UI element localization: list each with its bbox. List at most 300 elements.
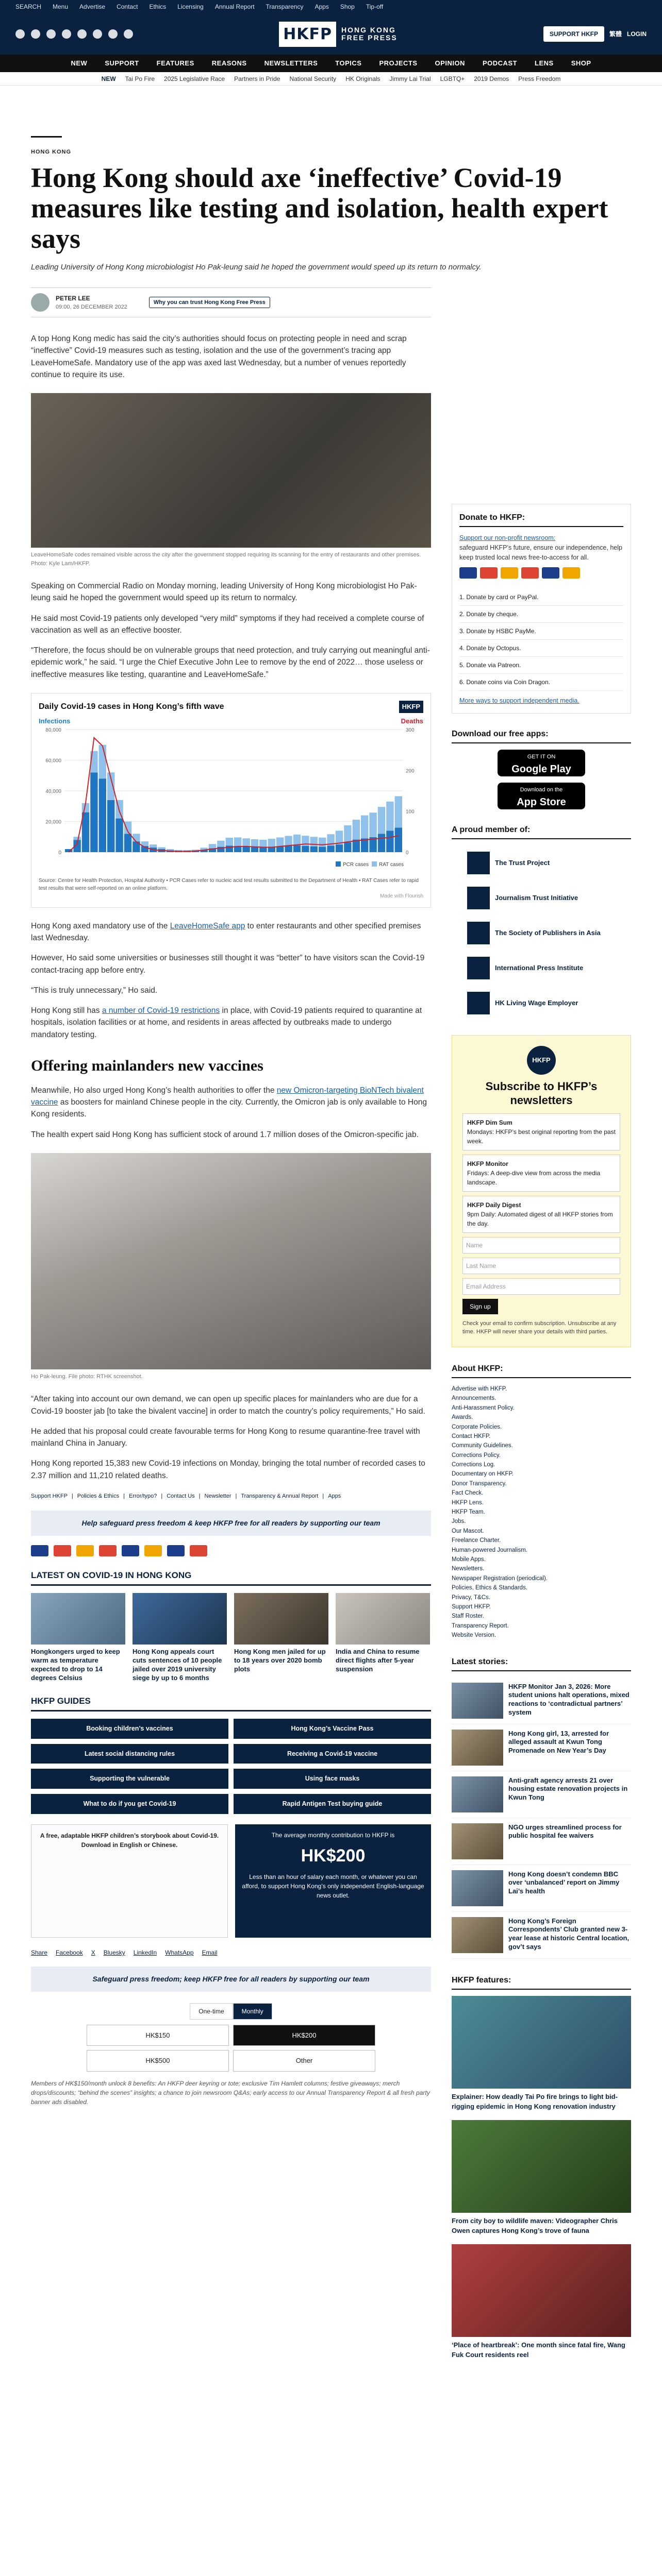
util-menu[interactable]: Menu [53,3,69,10]
right-axis-label: Deaths [401,717,423,725]
donate-option[interactable]: 1. Donate by card or PayPal. [459,589,623,606]
support-button[interactable]: SUPPORT HKFP [543,26,604,42]
bar-pcr [124,834,131,852]
share-x[interactable]: X [91,1948,95,1956]
story-title: Anti-graft agency arrests 21 over housing estate renovation projects in Kwun Tong [508,1776,628,1802]
promo-bottom: Less than an hour of salary each month, or whatever you can afford, to support Hong Kong’s only independent English-language news outlet. [242,1873,424,1899]
paragraph: He added that his proposal could create favourable terms for Hong Kong to resume quarantine-free travel with mainland China in January. [31,1427,420,1448]
promo-row [31,1824,431,1938]
bar-rat [242,838,250,846]
app-store-button[interactable] [498,783,585,809]
about-link[interactable]: Contact HKFP. [452,1433,491,1439]
item-title: Hong Kong men jailed for up to 18 years over 2020 bomb plots [234,1647,326,1673]
member-org[interactable] [452,880,631,916]
nav-projects[interactable]: PROJECTS [379,59,418,67]
memberships [452,824,631,1021]
latest-covid-list [31,1593,431,1683]
about-link[interactable]: Freelance Charter. [452,1537,501,1544]
content [0,287,662,2368]
about-link[interactable]: Corrections Policy. [452,1452,501,1459]
email-field[interactable]: Email Address [462,1278,620,1295]
sidebar [452,287,631,2368]
story-item[interactable] [452,1677,631,1724]
feature-title: From city boy to wildlife maven: Videographer Chris Owen captures Hong Kong’s trove of fauna [452,2216,618,2234]
donate-link[interactable]: Support our non-profit newsroom: [459,534,556,542]
footer-link[interactable]: Apps [328,1493,341,1499]
footer-link[interactable]: Error/typo? [128,1493,157,1499]
about-link[interactable]: Announcements. [452,1395,496,1402]
feature-item[interactable] [452,2120,631,2236]
org-name: Journalism Trust Initiative [495,894,578,902]
tier-option[interactable]: Other [233,2050,375,2072]
story-title: NGO urges streamlined process for public hospital fee waivers [508,1823,622,1840]
y-tick-left: 80,000 [45,727,61,733]
util-annual-report[interactable]: Annual Report [214,3,255,10]
donate-box [452,504,631,714]
living-wage-icon [467,992,490,1014]
bar-rat [344,825,351,842]
org-name: The Society of Publishers in Asia [495,929,601,937]
y-tick-left: 0 [58,850,61,856]
about-link[interactable]: Community Guidelines. [452,1443,513,1449]
paragraph: “Therefore, the focus should be on vulnerable groups that need protection, and truly carrying out meaningful anti-epidemic work,” he said. “I urge the Chief Executive John Lee to remove by the end of 2022… those useless or ineffective measures like testing, quarantine and LeaveHomeSafe.” [31,646,430,679]
ipi-icon [467,957,490,979]
feature-image [452,2244,631,2337]
member-org[interactable] [452,845,631,880]
site-logo[interactable] [279,22,398,47]
feature-item[interactable] [452,1996,631,2112]
item-thumb [31,1593,125,1645]
alipay-icon [190,1545,207,1556]
main-column [31,287,431,2368]
fps-icon [167,1545,185,1556]
story-thumb [452,1683,503,1719]
option-title: HKFP Daily Digest [467,1201,521,1209]
donate-option[interactable]: 6. Donate coins via Coin Dragon. [459,674,623,691]
bar-rat [251,839,258,847]
util-ethics[interactable]: Ethics [149,3,167,10]
x-icon[interactable] [31,29,40,39]
bar-pcr [302,846,309,852]
option-desc: Fridays: A deep-dive view from across the media landscape. [467,1169,601,1186]
about-link[interactable]: HKFP Team. [452,1509,485,1516]
about-link[interactable]: Website Version. [452,1632,496,1639]
story-item[interactable] [452,1771,631,1818]
util-tipoff[interactable]: Tip-off [366,3,384,10]
footer-link[interactable]: Policies & Ethics [77,1493,120,1499]
donate-option[interactable]: 2. Donate by cheque. [459,606,623,623]
nav-opinion[interactable]: OPINION [435,59,465,67]
tier-option[interactable]: HK$150 [87,2025,229,2046]
subnav-item[interactable]: Tai Po Fire [125,75,155,82]
util-shop[interactable]: Shop [340,3,355,10]
donate-option[interactable]: 4. Donate by Octopus. [459,640,623,657]
paragraph: Speaking on Commercial Radio on Monday morning, leading University of Hong Kong microbiologist Ho Pak-leung said he hoped the government would speed up its return to normalcy. [31,582,417,603]
util-transparency[interactable]: Transparency [266,3,304,10]
paragraph: “After taking into account our own demand, we can open up specific places for mainlanders who are due for a Covid-19 booster jab [to take the bivalent vaccine] in order to match the country’s policy requirements,” Ho said. [31,1395,425,1416]
newsletter-option[interactable] [462,1196,620,1233]
bar-rat [285,836,292,845]
guide-button[interactable]: Receiving a Covid-19 vaccine [234,1744,431,1764]
author-avatar [31,293,49,312]
about-link[interactable]: HKFP Lens. [452,1499,484,1506]
guide-button[interactable]: Using face masks [234,1769,431,1789]
features-section [452,1974,631,2360]
donation-tiers [87,2025,375,2072]
about-link[interactable]: Fact Check. [452,1490,484,1497]
main-nav [0,55,662,72]
guides-heading: HKFP GUIDES [31,1694,431,1711]
apps-heading: Download our free apps: [452,728,631,743]
contribution-promo[interactable] [235,1824,431,1938]
logo-text [341,26,398,42]
about-link[interactable]: Corporate Policies. [452,1423,502,1430]
bar-rat [226,838,233,845]
linkedin-icon[interactable] [93,29,102,39]
paragraph: However, Ho said some universities or businesses still thought it was “better” to have visitors scan the Covid-19 contact-tracing app before entry. [31,954,425,975]
bar-rat [268,839,275,847]
nav-features[interactable]: FEATURES [156,59,194,67]
bar-pcr [242,846,250,852]
text: as boosters for mainland Chinese people in the city. Currently, the Omicron jab is only available to Hong Kong residents. [31,1098,427,1119]
visa-icon [459,567,477,579]
option-desc: Mondays: HKFP’s best original reporting from the past week. [467,1128,616,1145]
item-thumb [234,1593,328,1645]
instagram-icon[interactable] [46,29,56,39]
bar-rat [73,837,80,840]
bar-rat [158,847,165,849]
story-item[interactable] [452,1724,631,1771]
option-desc: 9pm Daily: Automated digest of all HKFP stories from the day. [467,1210,613,1227]
footer-link[interactable]: Support HKFP [31,1493,68,1499]
bar-rat [150,844,157,848]
story-title: Hong Kong girl, 13, arrested for alleged assault at Kwun Tong Promenade on New Year’s Day [508,1729,609,1755]
y-tick-right: 100 [406,809,415,815]
member-org[interactable] [452,986,631,1021]
bar-pcr [99,778,106,852]
google-play-button[interactable] [498,750,585,776]
payment-icons [31,1545,431,1556]
about-link[interactable]: Policies, Ethics & Standards. [452,1585,528,1591]
bar-rat [133,834,140,841]
last-name-field[interactable]: Last Name [462,1258,620,1274]
share-facebook[interactable]: Facebook [56,1948,83,1956]
about-link[interactable]: Jobs. [452,1518,466,1525]
nav-topics[interactable]: TOPICS [335,59,362,67]
store-name: App Store [517,796,566,808]
about-section [452,1363,631,1640]
bar-rat [386,802,393,831]
sub-nav [0,72,662,86]
member-org[interactable] [452,951,631,986]
store-small: GET IT ON [527,754,556,760]
guide-button[interactable]: Booking children’s vaccines [31,1719,228,1739]
org-name: The Trust Project [495,859,550,867]
more-ways-link[interactable]: More ways to support independent media. [459,697,580,705]
y-tick-right: 200 [406,768,415,774]
paragraph [31,920,431,944]
header-rule [31,136,62,138]
util-contact[interactable]: Contact [117,3,138,10]
feature-image [452,1996,631,2089]
store-name: Google Play [511,763,571,775]
newsletter-title: Subscribe to HKFP’s newsletters [485,1080,598,1107]
about-heading: About HKFP: [452,1363,631,1378]
subnav-item[interactable]: National Security [289,75,337,82]
org-name: HK Living Wage Employer [495,999,578,1007]
guide-button[interactable]: Supporting the vulnerable [31,1769,228,1789]
payme-icon [122,1545,139,1556]
share-bluesky[interactable]: Bluesky [103,1948,125,1956]
vaccine-link[interactable]: new Omicron-targeting BioNTech bivalent vaccine [31,1086,424,1107]
sidebar-payment-icons [459,567,623,579]
story-thumb [452,1730,503,1766]
y-tick-right: 0 [406,850,409,856]
section-heading: Offering mainlanders new vaccines [31,1057,263,1074]
latest-stories [452,1656,631,1959]
nav-new[interactable]: NEW [71,59,88,67]
about-link[interactable]: Advertise with HKFP. [452,1385,507,1392]
leavehomesafe-link[interactable]: LeaveHomeSafe app [170,921,245,930]
storybook-promo[interactable] [31,1824,228,1938]
newsletter-note: Check your email to confirm subscription. Unsubscribe at any time. HKFP will never share your details with third parties. [462,1320,617,1335]
donate-option[interactable]: 3. Donate by HSBC PayMe. [459,623,623,640]
latest-item[interactable] [31,1593,125,1683]
article-title: Hong Kong should axe ‘ineffective’ Covid-19 measures like testing and isolation, health expert says [31,162,608,255]
share-bar [31,1948,431,1957]
paragraph [31,1005,431,1041]
nav-newsletters[interactable]: NEWSLETTERS [264,59,318,67]
latest-heading: Latest stories: [452,1656,631,1671]
feature-item[interactable] [452,2244,631,2360]
support-banner[interactable]: Help safeguard press freedom & keep HKFP free for all readers by supporting our team [31,1511,431,1536]
payme-icon [542,567,559,579]
about-link[interactable]: Newsletters. [452,1566,485,1572]
language-link[interactable]: 繁體 [609,30,622,38]
trust-project-icon [467,852,490,874]
text: in place, with Covid-19 patients required to quarantine at hospitals, isolation facilities or at home, and residents in areas affected by outbreaks made to undergo mandatory testing. [31,1006,422,1039]
about-list [452,1384,631,1640]
membership-heading: A proud member of: [452,824,631,839]
cases-chart [31,693,431,908]
feature-title: ‘Place of heartbreak’: One month since fatal fire, Wang Fuk Court residents reel [452,2341,625,2359]
features-heading: HKFP features: [452,1974,631,1990]
about-link[interactable]: Human-powered Journalism. [452,1547,528,1553]
newsletter-option[interactable] [462,1155,620,1192]
bar-pcr [259,848,267,852]
legend-rat: RAT cases [379,861,404,868]
donate-heading: Donate to HKFP: [459,512,623,527]
member-org[interactable] [452,916,631,951]
guides-grid [31,1719,431,1814]
footer-link[interactable]: Transparency & Annual Report [241,1493,319,1499]
trust-link[interactable]: Why you can trust Hong Kong Free Press [149,297,270,309]
bar-pcr [251,847,258,852]
store-small: Download on the [520,787,563,793]
guide-button[interactable]: Latest social distancing rules [31,1744,228,1764]
subnav-item[interactable]: 2019 Demos [474,75,509,82]
footer-link[interactable]: Newsletter [204,1493,231,1499]
latest-item[interactable] [133,1593,227,1683]
story-title: HKFP Monitor Jan 3, 2026: More student unions halt operations, mixed reactions to ‘contradictual partners’ system [508,1682,630,1717]
bar-rat [378,807,385,834]
about-link[interactable]: Newspaper Registration (periodical). [452,1575,548,1582]
option-title: HKFP Monitor [467,1160,508,1167]
paragraph: He said most Covid-19 patients only developed “very mild” symptoms if they had received a complete course of vaccination as well as an effective booster. [31,614,424,635]
item-thumb [336,1593,430,1645]
subnav-item[interactable]: HK Originals [345,75,380,82]
about-link[interactable]: Staff Roster. [452,1613,485,1620]
chart-credit[interactable]: Made with Flourish [380,893,423,899]
y-tick-right: 300 [406,727,415,733]
tab-monthly[interactable]: Monthly [233,2003,272,2020]
nav-shop[interactable]: SHOP [571,59,591,67]
text: to enter restaurants and other specified premises last Wednesday. [31,921,421,943]
octopus-icon [144,1545,162,1556]
nav-lens[interactable]: LENS [535,59,554,67]
newsletter-logo: HKFP [527,1046,556,1075]
latest-item[interactable] [234,1593,328,1683]
item-title: Hong Kong appeals court cuts sentences of 10 people jailed over 2019 university siege by up to 6 months [133,1647,222,1682]
octopus-icon [562,567,580,579]
tier-option[interactable]: HK$200 [233,2025,375,2046]
left-axis-label: Infections [39,717,71,725]
name-field[interactable]: Name [462,1237,620,1253]
bar-rat [217,841,224,847]
about-link[interactable]: Transparency Report. [452,1622,509,1629]
bar-pcr [107,800,114,852]
amex-icon [76,1545,94,1556]
paragraph: Hong Kong reported 15,383 new Covid-19 infections on Monday, bringing the total number of recorded cases to 2.37 million and 11,210 related deaths. [31,1459,425,1480]
chart-title: Daily Covid-19 cases in Hong Kong’s fifth wave [39,702,224,711]
subnav-item[interactable]: LGBTQ+ [440,75,465,82]
subnav-item[interactable]: Jimmy Lai Trial [389,75,431,82]
article-kicker[interactable]: HONG KONG [31,149,72,155]
nav-reasons[interactable]: REASONS [211,59,247,67]
tier-option[interactable]: HK$500 [87,2050,229,2072]
paragraph: The health expert said Hong Kong has sufficient stock of around 1.7 million doses of the Omicron-specific jab. [31,1130,419,1139]
util-licensing[interactable]: Licensing [177,3,204,10]
about-link[interactable]: Corrections Log. [452,1462,495,1468]
bar-rat [259,840,267,848]
photo-caption: LeaveHomeSafe codes remained visible across the city after the government stopped requiring its scanning for the entry of restaurants and other premises. Photo: Kyle Lam/HKFP. [31,552,421,567]
youtube-icon[interactable] [62,29,71,39]
footer-link[interactable]: Contact Us [167,1493,195,1499]
item-title: Hongkongers urged to keep warm as temperature expected to drop to 14 degrees Celsius [31,1647,120,1682]
newsletter-option[interactable] [462,1113,620,1150]
latest-item[interactable] [336,1593,430,1683]
share-linkedin[interactable]: LinkedIn [133,1948,157,1956]
support-banner-2[interactable]: Safeguard press freedom; keep HKFP free for all readers by supporting our team [31,1967,431,1992]
restrictions-link[interactable]: a number of Covid-19 restrictions [102,1006,220,1015]
bar-rat [319,838,326,847]
guide-button[interactable]: Hong Kong’s Vaccine Pass [234,1719,431,1739]
legend-swatch-rat [372,861,377,867]
story-item[interactable] [452,1865,631,1912]
author-name[interactable]: PETER LEE [56,294,90,302]
about-link[interactable]: Our Mascot. [452,1528,484,1534]
subnav-item[interactable]: Partners in Pride [234,75,280,82]
y-tick-left: 60,000 [45,758,61,764]
publish-date: 09:00, 26 DECEMBER 2022 [56,303,127,310]
login-link[interactable]: LOGIN [626,30,647,38]
utility-bar [0,0,662,13]
chart-header [39,701,423,713]
leavehomesafe-photo [31,393,431,548]
facebook-icon[interactable] [15,29,25,39]
bar-pcr [344,842,351,852]
chart-source: Source: Centre for Health Protection, Hospital Authority • PCR Cases refer to nucleic acid test results submitted to the Department of Health • RAT Cases refer to rapid test results that were self-reported on an online platform. [39,877,419,891]
bar-pcr [310,846,318,852]
bar-pcr [285,845,292,852]
story-thumb [452,1917,503,1953]
photo-caption: Ho Pak-leung. File photo: RTHK screenshot. [31,1373,143,1380]
bar-pcr [395,827,402,852]
logo-line1: HONG KONG [341,25,396,34]
bar-pcr [115,818,123,852]
guide-button[interactable]: Rapid Antigen Test buying guide [234,1794,431,1814]
about-link[interactable]: Anti-Harassment Policy. [452,1404,515,1411]
bar-pcr [90,772,97,852]
masthead-actions [543,26,647,42]
share-whatsapp[interactable]: WhatsApp [165,1948,194,1956]
whatsapp-icon[interactable] [124,29,133,39]
story-item[interactable] [452,1912,631,1959]
bar-rat [361,816,368,839]
util-apps[interactable]: Apps [315,3,329,10]
subnav-item[interactable]: 2025 Legislative Race [164,75,225,82]
donate-tabs [31,2003,431,2020]
paragraph: A top Hong Kong medic has said the city’s authorities should focus on protecting people in need and scrap “ineffective” Covid-19 measures such as testing, isolation and the use of the government’s tracing app LeaveHomeSafe. Mandatory use of the app was axed last Wednesday, but a number of venues reportedly continue to require its use. [31,334,407,379]
bar-pcr [319,847,326,852]
member-benefits: Members of HK$150/month unlock 8 benefits: An HKFP deer keyring or tote; exclusive Tim Hamlett columns; festive giveaways; merch drops/discounts; “behind the scenes” insights; a chance to join newsroom Q&As; early access to our Annual Transparency Report & all fresh party banner ads disabled. [31,2079,430,2106]
guide-button[interactable]: What to do if you get Covid-19 [31,1794,228,1814]
mastercard-icon [480,567,498,579]
about-link[interactable]: Privacy, T&Cs. [452,1594,490,1601]
bluesky-icon[interactable] [108,29,118,39]
donate-option[interactable]: 5. Donate via Patreon. [459,657,623,674]
util-advertise[interactable]: Advertise [79,3,106,10]
jti-icon [467,887,490,909]
share-email[interactable]: Email [202,1948,218,1956]
donate-options [459,589,623,691]
bar-pcr [386,831,393,852]
subnav-item[interactable]: Press Freedom [518,75,561,82]
about-link[interactable]: Support HKFP. [452,1603,491,1610]
util-search[interactable]: SEARCH [15,3,42,10]
chart-logo: HKFP [399,701,423,713]
paragraph: “This is truly unnecessary,” Ho said. [31,986,158,995]
nav-podcast[interactable]: PODCAST [482,59,518,67]
logo-mark: HKFP [279,22,336,47]
about-link[interactable]: Donor Transparency. [452,1480,507,1487]
storybook-text: A free, adaptable HKFP children’s storybook about Covid-19. Download in English or Chinese. [40,1832,219,1849]
signup-button[interactable]: Sign up [462,1299,498,1314]
text: Hong Kong still has [31,1006,102,1015]
threads-icon[interactable] [77,29,87,39]
about-link[interactable]: Documentary on HKFP. [452,1471,514,1478]
tab-one-time[interactable]: One-time [190,2003,233,2020]
about-link[interactable]: Awards. [452,1414,473,1421]
org-name: International Press Institute [495,964,584,972]
nav-support[interactable]: SUPPORT [105,59,139,67]
story-item[interactable] [452,1818,631,1865]
option-title: HKFP Dim Sum [467,1118,512,1126]
visa-icon [31,1545,48,1556]
item-thumb [133,1593,227,1645]
sopa-icon [467,922,490,944]
about-link[interactable]: Mobile Apps. [452,1556,486,1563]
